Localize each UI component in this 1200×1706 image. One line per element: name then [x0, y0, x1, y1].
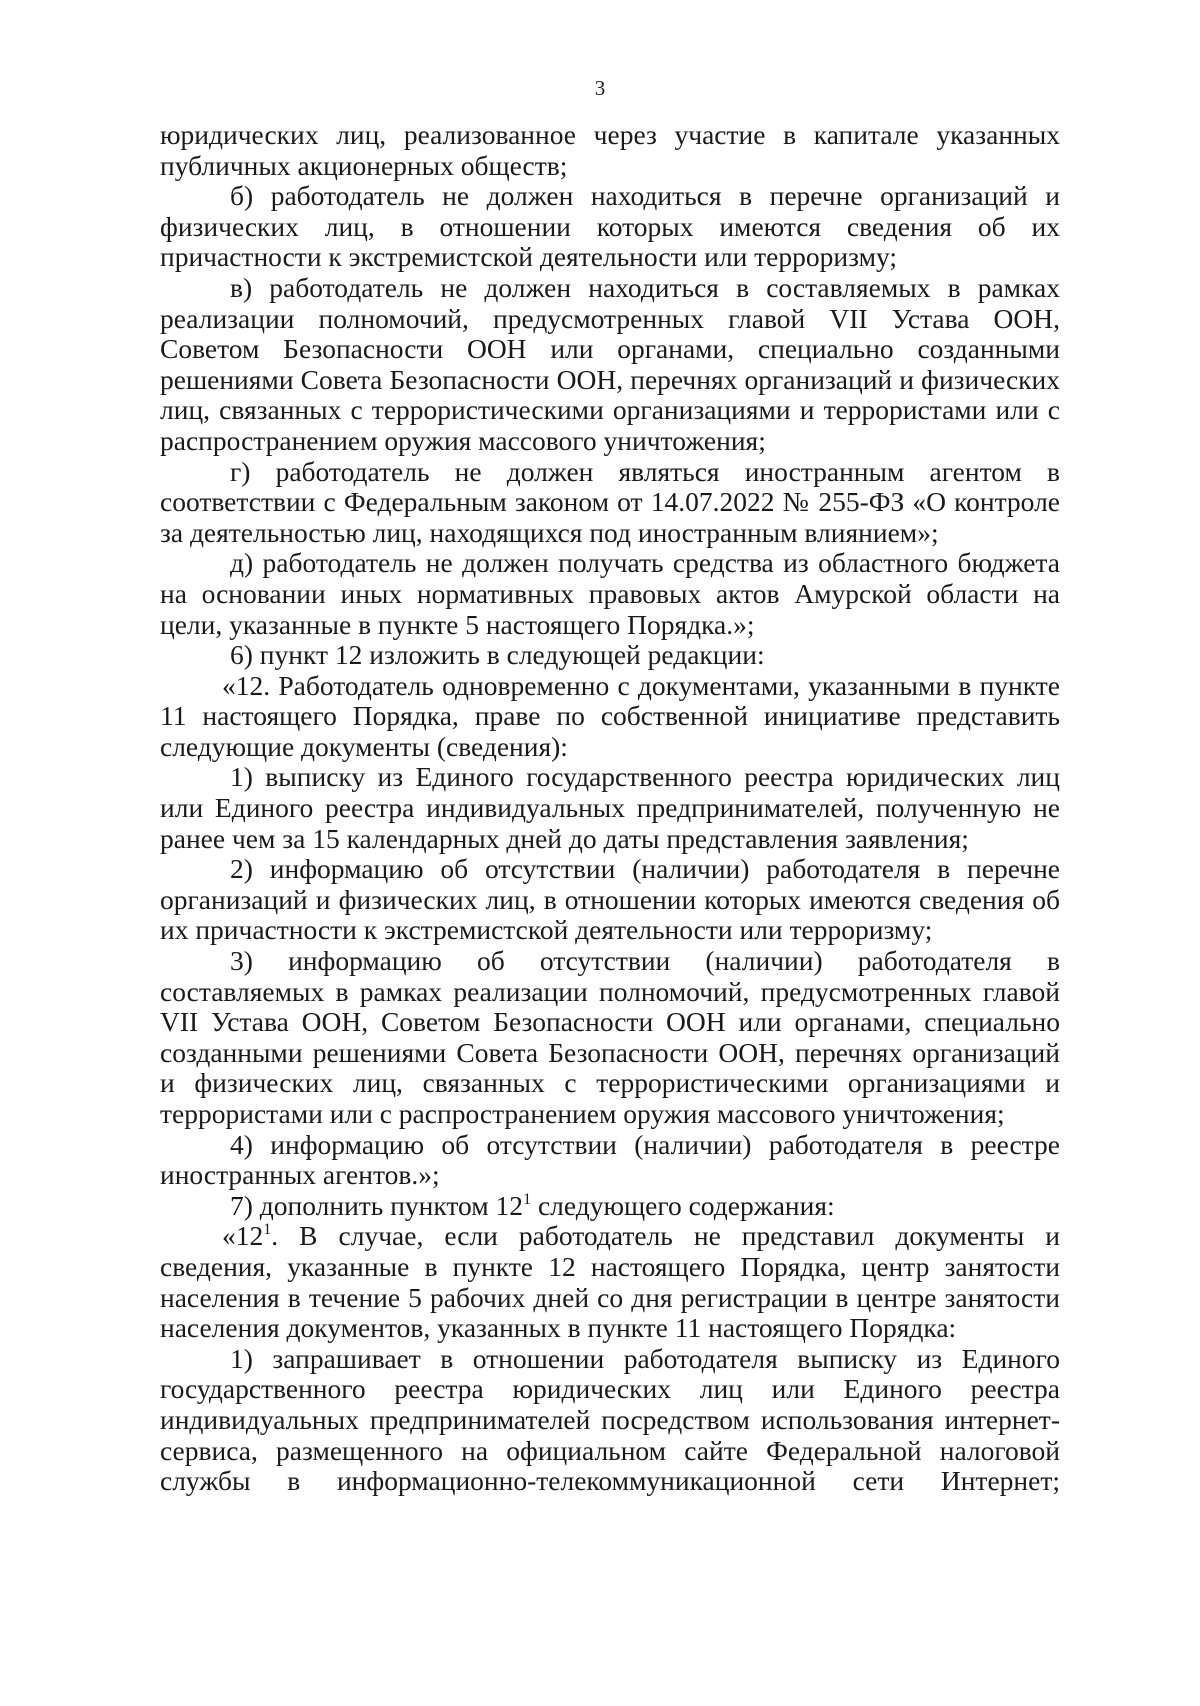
paragraph-item-d: д) работодатель не должен получать средства из областного бюджета на основании иных нормативных правовых актов Амурской области на цели, указанные в пункте 5 настоящего Порядка.»;: [160, 547, 1060, 640]
paragraph-item-7-tail: следующего содержания:: [531, 1189, 835, 1221]
paragraph-item-v: в) работодатель не должен находиться в составляемых в рамках реализации полномочий, предусмотренных главой VII Устава ООН, Советом Безопасности ООН или органами, специально созданными решениями Совета Безопасности ООН, перечнях организаций и физических лиц, связанных с террористическими организациями и террористами или с распространением оружия массового уничтожения;: [160, 271, 1060, 456]
paragraph-request-subitem-1: 1) запрашивает в отношении работодателя выписку из Единого государственного реестра юридических лиц или Единого реестра индивидуальных предпринимателей посредством использования интернет-сервиса, размещенного на официальном сайте Федеральной налоговой службы в информационно-телекоммуникационной сети Интернет;: [160, 1342, 1060, 1497]
superscript: 1: [523, 1190, 532, 1208]
paragraph-subitem-4: 4) информацию об отсутствии (наличии) работодателя в реестре иностранных агентов.»;: [160, 1128, 1060, 1191]
paragraph-subitem-2: 2) информацию об отсутствии (наличии) работодателя в перечне организаций и физических лиц, в отношении которых имеются сведения об их причастности к экстремистской деятельности или терроризму;: [160, 853, 1060, 946]
paragraph-subitem-1: 1) выписку из Единого государственного реестра юридических лиц или Единого реестра индивидуальных предпринимателей, полученную не ранее чем за 15 календарных дней до даты представления заявления;: [160, 761, 1060, 854]
superscript: 1: [263, 1221, 272, 1239]
paragraph-item-g: г) работодатель не должен являться иностранным агентом в соответствии с Федеральным законом от 14.07.2022 № 255-ФЗ «О контроле за деятельностью лиц, находящихся под иностранным влиянием»;: [160, 455, 1060, 548]
paragraph-point-12-1: [160, 1221, 1060, 1343]
document-body: [160, 120, 1060, 1497]
page-number: 3: [594, 76, 606, 100]
paragraph-subitem-3: 3) информацию об отсутствии (наличии) работодателя в составляемых в рамках реализации полномочий, предусмотренных главой VII Устава ООН, Советом Безопасности ООН или органами, специально созданными решениями Совета Безопасности ООН, перечнях организаций и физических лиц, связанных с террористическими организациями и террористами или с распространением оружия массового уничтожения;: [160, 945, 1060, 1129]
paragraph-item-7-text: 7) дополнить пунктом 12: [230, 1189, 524, 1221]
paragraph-point-12-1-head: «12: [222, 1220, 264, 1252]
paragraph-item-7: [160, 1191, 1060, 1222]
paragraph-continuation: юридических лиц, реализованное через участие в капитале указанных публичных акционерных обществ;: [160, 119, 1060, 181]
paragraph-point-12-1-text: . В случае, если работодатель не представил документы и сведения, указанные в пункте 12 настоящего Порядка, центр занятости населения в течение 5 рабочих дней со дня регистрации в центре занятости населения документов, указанных в пункте 11 настоящего Порядка:: [160, 1220, 1060, 1344]
paragraph-item-b: б) работодатель не должен находиться в перечне организаций и физических лиц, в отношении которых имеются сведения об их причастности к экстремистской деятельности или терроризму;: [160, 180, 1060, 273]
paragraph-point-12: «12. Работодатель одновременно с документами, указанными в пункте 11 настоящего Порядка, праве по собственной инициативе представить следующие документы (сведения):: [160, 669, 1060, 762]
paragraph-item-6: 6) пункт 12 изложить в следующей редакции:: [230, 639, 765, 671]
